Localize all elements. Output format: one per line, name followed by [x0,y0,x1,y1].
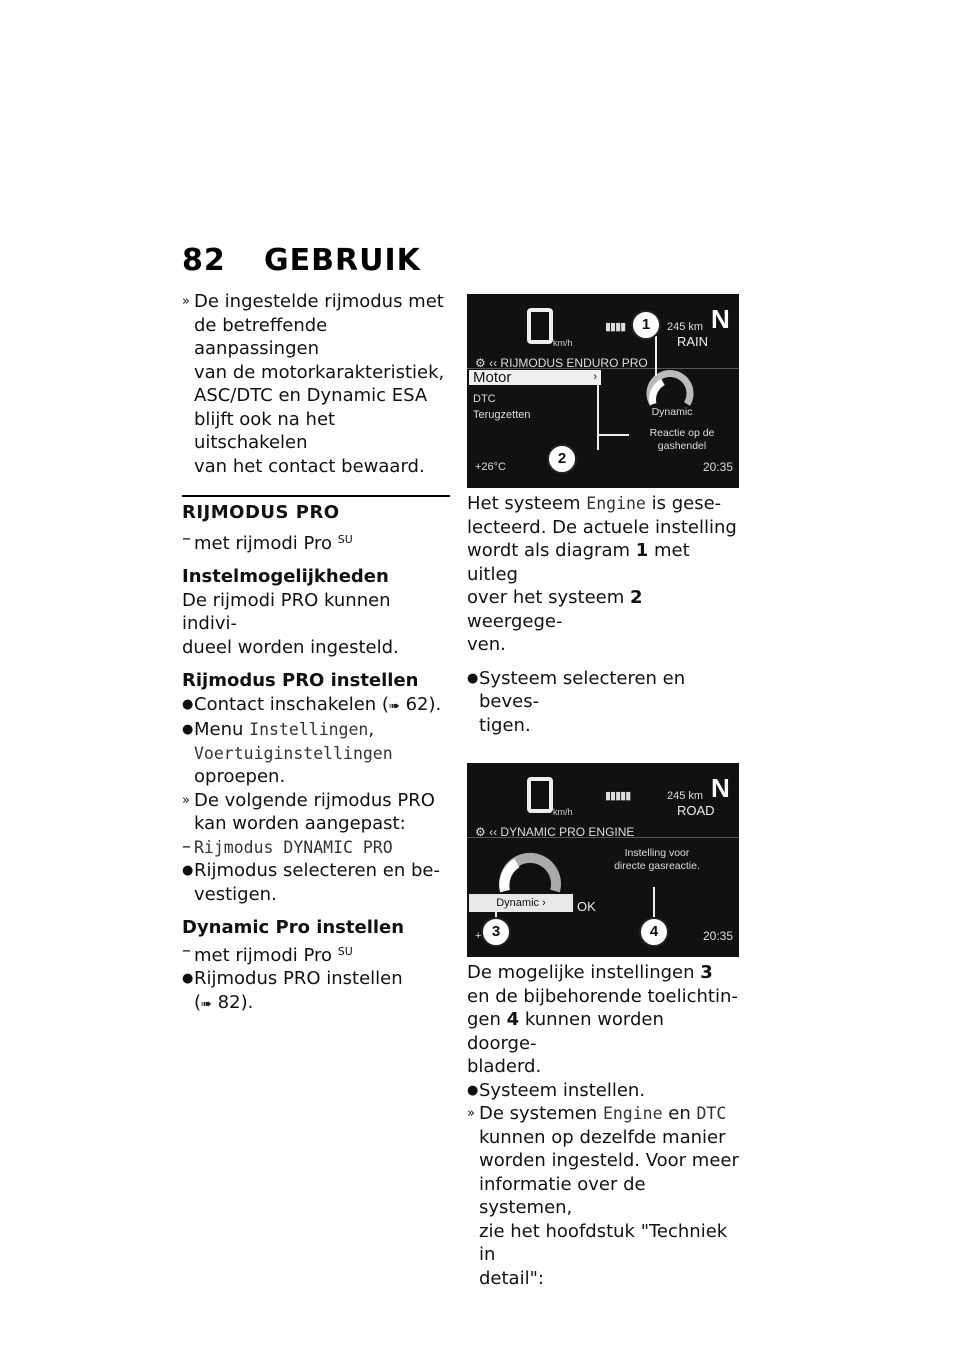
step-item [182,967,450,1016]
info-line: gashendel [657,440,707,452]
step-text: Contact inschakelen ( [194,693,389,715]
text-line: gen 4 kunnen worden doorge- [467,1009,664,1054]
text-line: wordt als diagram 1 met uitleg [467,540,690,585]
callout-3: 3 [481,917,511,947]
result-line: zie het hoofdstuk "Techniek in [479,1220,728,1265]
page-ref-arrow-icon: ➠ [201,996,212,1012]
requirement-1 [182,528,450,556]
info-line: Reactie op de [649,427,715,439]
text-line: bladerd. [467,1056,542,1077]
info-line: Instelling voor [624,847,690,859]
step-line: Rijmodus selecteren en be- [194,860,440,881]
bullet-icon: ● [467,1082,479,1098]
page-ref[interactable]: 82). [217,991,254,1013]
bullet-icon: ● [182,722,194,737]
info-line: directe gasreactie. [614,860,700,872]
page-header [182,243,421,278]
text-line: De systemen Engine en DTC [479,1103,727,1124]
paren: ( [194,991,202,1013]
step-line: tigen. [479,714,531,736]
menu-path-2: Voertuiginstellingen [194,743,393,763]
step-text: oproepen. [194,766,286,787]
result-icon: » [182,792,190,808]
result-line: worden ingesteld. Voor meer [479,1150,739,1171]
result-icon: » [182,294,190,309]
step-item [467,1079,739,1103]
bullet-icon: ● [182,971,194,986]
bullet-icon: ● [182,696,194,712]
callout-4: 4 [639,917,669,947]
result-line: De volgende rijmodus PRO [194,789,435,811]
callout-leader [653,887,655,917]
step-line: vestigen. [194,883,277,905]
speed-digit [527,777,553,813]
intro-line: blijft ook na het uitschakelen [194,408,336,453]
gear-indicator: N [711,773,730,803]
step-line: Systeem selecteren en beves- [479,667,686,712]
setting-selector[interactable]: Dynamic › [469,894,573,912]
throttle-gauge-icon [495,841,565,893]
text-line: ven. [467,634,506,655]
intro-line: van de motorkarakteristiek, [194,361,445,383]
dynamic-title: Dynamic Pro instellen [182,917,405,938]
page-number: 82 [182,243,226,278]
system-name: Engine [586,494,646,513]
result-item [182,789,450,836]
step-item [182,693,450,719]
menu-path-1: Instellingen [249,720,369,739]
right-column [467,294,739,1290]
mode-name: Rijmodus DYNAMIC PRO [194,837,393,857]
callout-2: 2 [547,444,577,474]
left-column [182,290,450,1016]
set-title: Rijmodus PRO instellen [182,670,419,691]
requirement-2 [182,940,450,968]
menu-header: ⚙ ‹‹ DYNAMIC PRO ENGINE [475,825,635,839]
text-line: Het systeem Engine is gese- [467,493,722,514]
options-title: Instelmogelijkheden [182,566,389,587]
page-ref[interactable]: 62). [405,693,442,715]
ride-mode: RAIN [677,334,709,349]
intro-line: van het contact bewaard. [194,455,425,477]
section-rule [182,495,450,497]
list-item [182,836,450,860]
menu-item-motor[interactable] [469,370,601,385]
text-line: over het systeem 2 weergege- [467,587,643,632]
step-item [467,667,739,738]
text-line: lecteerd. De actuele instelling [467,516,737,538]
intro-line: ASC/DTC en Dynamic ESA [194,385,428,406]
callout-leader [655,336,657,376]
result-line: detail": [479,1267,544,1289]
text-line: De mogelijke instellingen 3 [467,962,713,983]
bullet-icon: ● [467,670,479,686]
explanation-paragraph [467,492,739,657]
step-text: Menu [194,719,244,740]
menu-divider [467,837,739,838]
system-name: DTC [696,1104,727,1123]
step-item [182,718,450,789]
bullet-icon: ● [182,863,194,878]
menu-item-dtc[interactable]: DTC [473,393,496,405]
dash-icon: – [182,835,191,857]
options-line: De rijmodi PRO kunnen indivi- [182,589,391,634]
step-text: Systeem instellen. [479,1079,646,1101]
display-screenshot-dynamic [467,763,739,957]
result-item [467,1102,739,1290]
battery-icon: ▮▮▮▮▮ [605,790,631,802]
gear-indicator: N [711,304,730,334]
requirement-sup: SU [337,944,353,958]
speed-unit: km/h [553,338,573,348]
comma: , [368,719,375,740]
text-line: en de bijbehorende toelichtin- [467,985,738,1007]
gauge-label: Dynamic [651,406,693,418]
ok-button[interactable]: OK [577,899,596,914]
callout-1: 1 [631,310,661,340]
chevron-right-icon: › [593,371,597,383]
result-line: kunnen op dezelfde manier [479,1126,726,1148]
battery-icon: ▮▮▮▮ [605,321,626,333]
dash-icon: – [182,939,191,961]
intro-line: de betreffende aanpassingen [194,314,328,359]
menu-item-reset[interactable]: Terugzetten [473,409,531,421]
range-value: 245 km [667,321,704,333]
result-line: kan worden aangepast: [194,813,406,834]
temperature: +26°C [475,461,507,473]
ride-mode: ROAD [677,803,715,818]
page-ref-arrow-icon: ➠ [388,698,400,714]
result-line: informatie over de systemen, [479,1173,646,1218]
step-line: Rijmodus PRO instellen [194,968,403,989]
display-screenshot-enduro [467,294,739,488]
options-line: dueel worden ingesteld. [182,636,399,658]
menu-item-label: Motor [473,369,512,386]
clock: 20:35 [702,929,733,943]
chapter-title: GEBRUIK [264,243,421,278]
throttle-gauge-icon [645,368,695,408]
clock: 20:35 [702,460,733,474]
speed-digit [527,308,553,344]
callout-leader [597,378,599,450]
requirement-text: met rijmodi Pro [194,532,333,554]
temperature: + [475,930,482,942]
range-value: 245 km [667,790,704,802]
section-title: RIJMODUS PRO [182,502,340,523]
speed-unit: km/h [553,807,573,817]
result-item-intro [182,290,450,478]
requirement-sup: SU [337,532,353,546]
intro-line: De ingestelde rijmodus met [194,291,444,312]
step-item [182,859,450,906]
callout-leader [597,434,629,436]
system-name: Engine [602,1104,663,1123]
settings-paragraph [467,961,739,1079]
requirement-text: met rijmodi Pro [194,944,333,966]
result-icon: » [467,1106,475,1121]
dash-icon: – [182,527,191,549]
menu-header: ⚙ ‹‹ RIJMODUS ENDURO PRO [475,356,648,370]
